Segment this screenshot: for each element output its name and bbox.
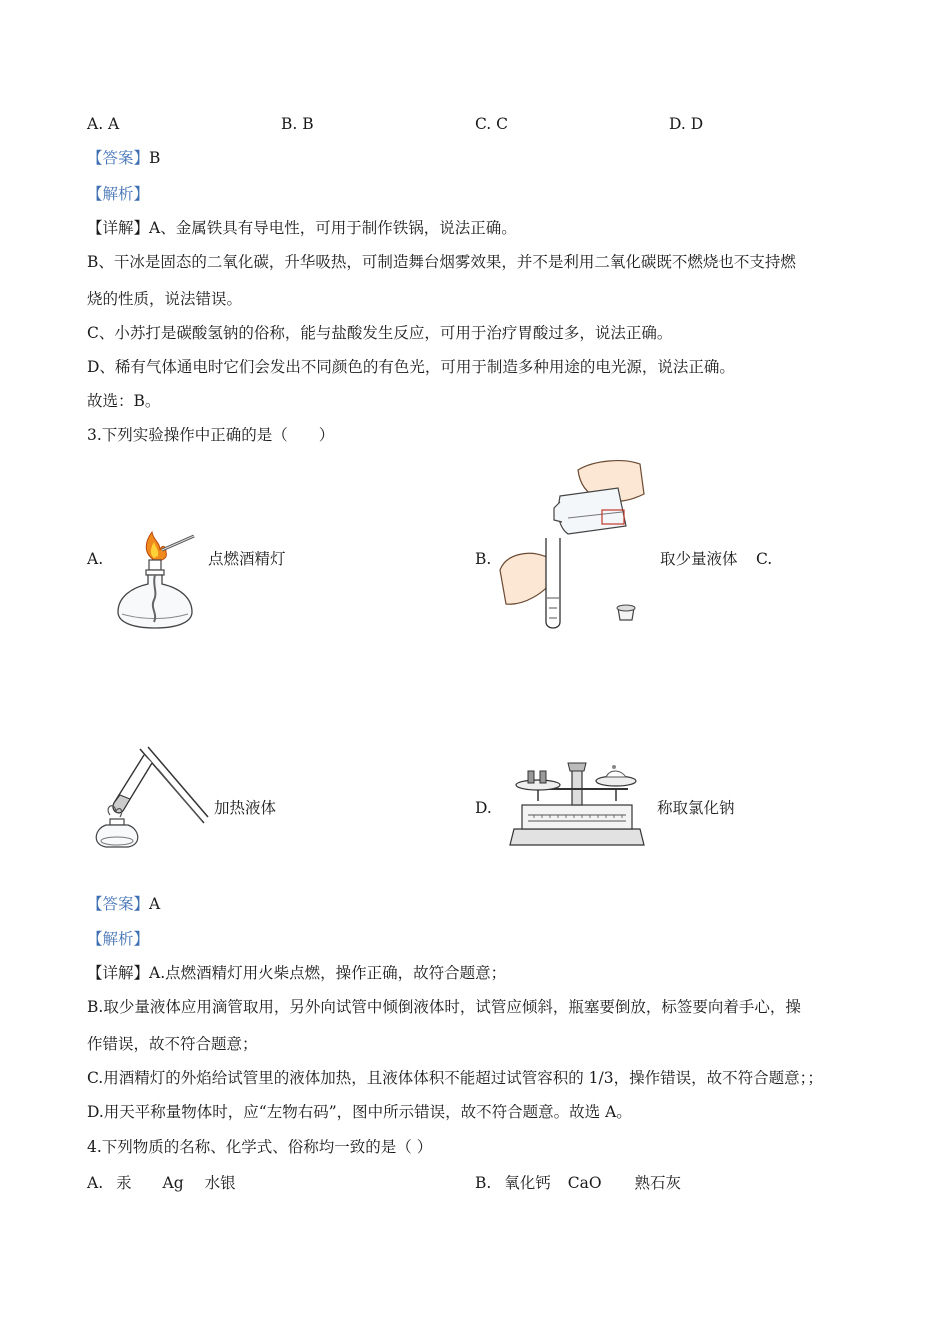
option-letter: B. <box>475 1174 492 1192</box>
balance-scale-figure <box>508 757 646 851</box>
answer-tag: 【答案】 <box>87 149 150 167</box>
q3-option-d-caption: 称取氯化钠 <box>657 799 735 817</box>
detail-tag: 【详解】 <box>87 964 150 982</box>
q3-option-c-letter: C. <box>756 550 773 568</box>
q2-option-c: C. C <box>475 115 509 133</box>
q2-detail-line <box>87 356 735 378</box>
detail-text: 作错误，故不符合题意； <box>87 1035 258 1053</box>
q4-title: 4.下列物质的名称、化学式、俗称均一致的是（ ） <box>87 1138 433 1156</box>
answer-tag: 【答案】 <box>87 895 150 913</box>
q3-detail-line <box>87 1067 823 1089</box>
detail-text: B、干冰是固态的二氧化碳，升华吸热，可制造舞台烟雾效果，并不是利用二氧化碳既不燃烧也不支持燃 <box>87 253 796 271</box>
q3-detail-line <box>87 962 506 984</box>
q2-option-d: D. D <box>669 115 704 133</box>
q3-detail-line <box>87 996 801 1018</box>
answer-value: B <box>149 149 161 167</box>
q2-answer <box>87 147 160 169</box>
substance-name: 汞 <box>116 1174 132 1192</box>
detail-text: 烧的性质，说法错误。 <box>87 290 243 308</box>
detail-text: C、小苏打是碳酸氢钠的俗称，能与盐酸发生反应，可用于治疗胃酸过多，说法正确。 <box>87 324 673 342</box>
answer-value: A <box>149 895 161 913</box>
detail-text: A、金属铁具有导电性，可用于制作铁锅，说法正确。 <box>149 219 517 237</box>
q3-option-b-letter: B. <box>475 550 492 568</box>
detail-text: B.取少量液体应用滴管取用，另外向试管中倾倒液体时，试管应倾斜，瓶塞要倒放，标签要向着手心，操 <box>87 998 801 1016</box>
substance-formula: Ag <box>162 1174 184 1192</box>
detail-tag: 【详解】 <box>87 219 150 237</box>
q3-detail-line <box>87 1033 258 1055</box>
q2-detail-line <box>87 390 160 412</box>
q3-option-c-caption: 加热液体 <box>214 799 277 817</box>
q3-option-b-caption: 取少量液体 <box>660 550 738 568</box>
q3-option-d-letter: D. <box>475 799 492 817</box>
q3-option-a-letter: A. <box>87 550 104 568</box>
substance-common-name: 熟石灰 <box>634 1174 681 1192</box>
substance-name: 氧化钙 <box>504 1174 551 1192</box>
detail-text: A.点燃酒精灯用火柴点燃，操作正确，故符合题意； <box>149 964 507 982</box>
pouring-liquid-figure <box>498 458 648 633</box>
detail-text: D.用天平称量物体时，应“左物右码”，图中所示错误，故不符合题意。故选 A。 <box>87 1103 632 1121</box>
detail-text: D、稀有气体通电时它们会发出不同颜色的有色光，可用于制造多种用途的电光源，说法正确。 <box>87 358 735 376</box>
q2-detail-line <box>87 251 796 273</box>
q4-option-a <box>87 1172 236 1194</box>
detail-text: C.用酒精灯的外焰给试管里的液体加热，且液体体积不能超过试管容积的 1/3，操作错误，故不符合题意；； <box>87 1069 823 1087</box>
q2-detail-line <box>87 322 672 344</box>
q3-option-a-caption: 点燃酒精灯 <box>208 550 286 568</box>
q3-title: 3.下列实验操作中正确的是（ ） <box>87 426 335 444</box>
q2-option-a: A. A <box>87 115 120 133</box>
q2-analysis-tag: 【解析】 <box>87 185 150 203</box>
q2-detail-line <box>87 217 517 239</box>
substance-common-name: 水银 <box>204 1174 236 1192</box>
alcohol-lamp-lighting-figure <box>112 530 202 632</box>
option-letter: A. <box>87 1174 104 1192</box>
heating-liquid-figure <box>92 745 212 853</box>
detail-text: 故选：B。 <box>87 392 161 410</box>
q4-option-b <box>475 1172 681 1194</box>
q3-analysis-tag: 【解析】 <box>87 930 150 948</box>
q3-detail-line <box>87 1101 632 1123</box>
q3-answer <box>87 893 160 915</box>
substance-formula: CaO <box>567 1174 602 1192</box>
q2-option-b: B. B <box>281 115 314 133</box>
q2-detail-line <box>87 288 242 310</box>
